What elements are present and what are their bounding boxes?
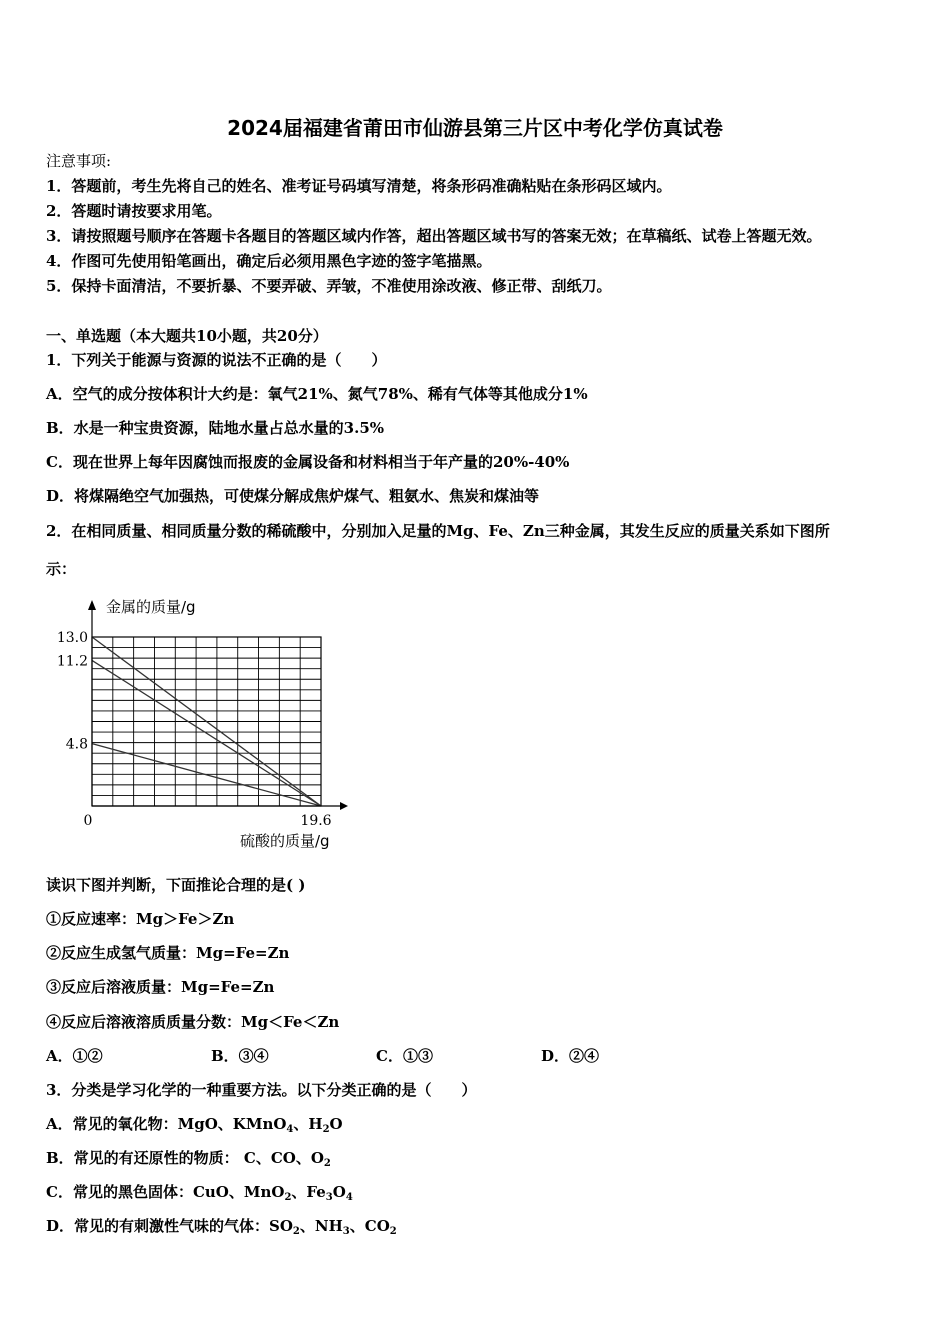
q2-option-c: C．①③ (376, 1047, 433, 1065)
q3-option-a: A．常见的氧化物：MgO、KMnO$_4$、$H_2O$ (46, 1115, 343, 1135)
y-axis-arrow (88, 600, 96, 610)
q2-option-a: A．①② (46, 1047, 103, 1065)
y-tick-label: 11.2 (56, 653, 88, 670)
mass-chart (56, 592, 356, 852)
q3-option-b: B．常见的有还原性的物质： C、CO、$O_2$ (46, 1149, 331, 1169)
x-axis-arrow (340, 802, 348, 810)
q1-option-c: C．现在世界上每年因腐蚀而报废的金属设备和材料相当于年产量的20%-40% (46, 453, 570, 471)
x-tick-label: 19.6 (300, 813, 332, 829)
q2-statement: ①反应速率：Mg＞Fe＞Zn (46, 910, 235, 928)
notice-heading: 注意事项: (46, 152, 112, 170)
q2-statement: ④反应后溶液溶质质量分数：Mg＜Fe＜Zn (46, 1013, 340, 1031)
q2-stem: 2．在相同质量、相同质量分数的稀硫酸中，分别加入足量的Mg、Fe、Zn三种金属，其发生反应的质量关系如下图所 (46, 522, 830, 540)
q1-option-d: D．将煤隔绝空气加强热，可使煤分解成焦炉煤气、粗氨水、焦炭和煤油等 (46, 487, 540, 505)
x-axis-label: 硫酸的质量/g (240, 832, 330, 850)
notice-item: 3．请按照题号顺序在答题卡各题目的答题区域内作答，超出答题区域书写的答案无效；在草稿纸、试卷上答题无效。 (46, 227, 822, 245)
q1-option-a: A．空气的成分按体积计大约是：氧气21%、氮气78%、稀有气体等其他成分1% (46, 385, 588, 403)
q2-statement: ③反应后溶液质量：Mg=Fe=Zn (46, 978, 275, 996)
q1-stem: 1．下列关于能源与资源的说法不正确的是（ ） (46, 351, 387, 369)
q2-prompt: 读识下图并判断，下面推论合理的是( ) (46, 876, 306, 894)
notice-item: 1．答题前，考生先将自己的姓名、准考证号码填写清楚，将条形码准确粘贴在条形码区域内。 (46, 177, 672, 195)
q2-statement: ②反应生成氢气质量：Mg=Fe=Zn (46, 944, 290, 962)
notice-item: 5．保持卡面清洁，不要折暴、不要弄破、弄皱，不准使用涂改液、修正带、刮纸刀。 (46, 277, 612, 295)
q3-option-c: C．常见的黑色固体：CuO、MnO$_2$、$Fe_3O_4$ (46, 1183, 353, 1203)
page-title: 2024届福建省莆田市仙游县第三片区中考化学仿真试卷 (227, 116, 723, 140)
series-line-fe (92, 660, 321, 806)
q3-option-d: D．常见的有刺激性气味的气体：$SO_2$、$NH_3$、$CO_2$ (46, 1217, 397, 1237)
q2-option-b: B．③④ (211, 1047, 269, 1065)
origin-label: 0 (83, 813, 93, 829)
section-heading: 一、单选题（本大题共10小题，共20分） (46, 327, 328, 345)
y-tick-label: 4.8 (65, 736, 88, 753)
q2-option-d: D．②④ (541, 1047, 600, 1065)
q3-stem: 3．分类是学习化学的一种重要方法。以下分类正确的是（ ） (46, 1081, 477, 1099)
y-axis-label: 金属的质量/g (106, 598, 196, 616)
q1-option-b: B．水是一种宝贵资源，陆地水量占总水量的3.5% (46, 419, 385, 437)
q2-stem-cont: 示： (46, 560, 77, 578)
notice-item: 2．答题时请按要求用笔。 (46, 202, 222, 220)
y-tick-label: 13.0 (56, 630, 88, 646)
notice-item: 4．作图可先使用铅笔画出，确定后必须用黑色字迹的签字笔描黑。 (46, 252, 492, 270)
